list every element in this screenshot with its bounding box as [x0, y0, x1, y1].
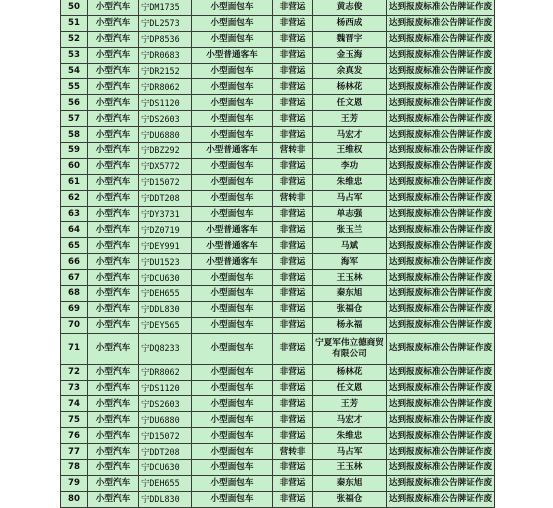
table-row	[61, 63, 495, 79]
row-number-cell: 73	[61, 380, 88, 396]
row-number-cell: 61	[61, 174, 88, 190]
row-number-cell: 52	[61, 31, 88, 47]
owner-name-cell: 单志强	[313, 206, 387, 222]
plate-number-cell: 宁DR0683	[139, 47, 192, 63]
status-note-cell: 达到报废标准公告牌证作废	[387, 206, 495, 222]
plate-type-cell: 小型汽车	[88, 412, 139, 428]
row-number-cell: 53	[61, 47, 88, 63]
usage-nature-cell: 非营运	[273, 317, 313, 333]
table-row	[61, 190, 495, 206]
plate-type-cell: 小型汽车	[88, 364, 139, 380]
row-number-cell: 75	[61, 412, 88, 428]
vehicle-scrap-table	[60, 0, 495, 508]
owner-name-cell: 马占军	[313, 444, 387, 460]
vehicle-model-cell: 小型面包车	[192, 111, 273, 127]
plate-type-cell: 小型汽车	[88, 79, 139, 95]
owner-name-cell: 李功	[313, 158, 387, 174]
usage-nature-cell: 营转非	[273, 190, 313, 206]
vehicle-model-cell: 小型面包车	[192, 174, 273, 190]
vehicle-model-cell: 小型面包车	[192, 396, 273, 412]
plate-number-cell: 宁DM1735	[139, 0, 192, 15]
usage-nature-cell: 非营运	[273, 301, 313, 317]
plate-type-cell: 小型汽车	[88, 206, 139, 222]
plate-number-cell: 宁D15072	[139, 174, 192, 190]
status-note-cell: 达到报废标准公告牌证作废	[387, 222, 495, 238]
status-note-cell: 达到报废标准公告牌证作废	[387, 460, 495, 476]
status-note-cell: 达到报废标准公告牌证作废	[387, 127, 495, 143]
usage-nature-cell: 非营运	[273, 47, 313, 63]
status-note-cell: 达到报废标准公告牌证作废	[387, 190, 495, 206]
plate-number-cell: 宁DCU630	[139, 270, 192, 286]
row-number-cell: 50	[61, 0, 88, 15]
vehicle-model-cell: 小型面包车	[192, 460, 273, 476]
table-row	[61, 364, 495, 380]
row-number-cell: 77	[61, 444, 88, 460]
vehicle-model-cell: 小型普通客车	[192, 143, 273, 159]
owner-name-cell: 张福仓	[313, 491, 387, 507]
vehicle-model-cell: 小型普通客车	[192, 222, 273, 238]
vehicle-model-cell: 小型面包车	[192, 317, 273, 333]
table-row	[61, 286, 495, 302]
plate-type-cell: 小型汽车	[88, 174, 139, 190]
row-number-cell: 64	[61, 222, 88, 238]
row-number-cell: 79	[61, 475, 88, 491]
vehicle-model-cell: 小型面包车	[192, 364, 273, 380]
plate-type-cell: 小型汽车	[88, 270, 139, 286]
plate-type-cell: 小型汽车	[88, 158, 139, 174]
usage-nature-cell: 营转非	[273, 143, 313, 159]
plate-number-cell: 宁DBZ292	[139, 143, 192, 159]
status-note-cell: 达到报废标准公告牌证作废	[387, 444, 495, 460]
plate-number-cell: 宁DR8062	[139, 79, 192, 95]
status-note-cell: 达到报废标准公告牌证作废	[387, 63, 495, 79]
usage-nature-cell: 非营运	[273, 270, 313, 286]
owner-name-cell: 王玉林	[313, 270, 387, 286]
usage-nature-cell: 非营运	[273, 428, 313, 444]
vehicle-model-cell: 小型面包车	[192, 301, 273, 317]
status-note-cell: 达到报废标准公告牌证作废	[387, 317, 495, 333]
plate-number-cell: 宁DS2603	[139, 111, 192, 127]
usage-nature-cell: 非营运	[273, 238, 313, 254]
usage-nature-cell: 非营运	[273, 174, 313, 190]
vehicle-model-cell: 小型面包车	[192, 286, 273, 302]
usage-nature-cell: 非营运	[273, 63, 313, 79]
plate-number-cell: 宁DEY565	[139, 317, 192, 333]
vehicle-model-cell: 小型面包车	[192, 63, 273, 79]
usage-nature-cell: 非营运	[273, 286, 313, 302]
table-row	[61, 47, 495, 63]
status-note-cell: 达到报废标准公告牌证作废	[387, 174, 495, 190]
owner-name-cell: 宁夏军伟立德商贸有限公司	[313, 333, 387, 364]
plate-number-cell: 宁DEH655	[139, 475, 192, 491]
row-number-cell: 55	[61, 79, 88, 95]
status-note-cell: 达到报废标准公告牌证作废	[387, 396, 495, 412]
owner-name-cell: 杨永福	[313, 317, 387, 333]
status-note-cell: 达到报废标准公告牌证作废	[387, 491, 495, 507]
plate-number-cell: 宁DU1523	[139, 254, 192, 270]
row-number-cell: 78	[61, 460, 88, 476]
vehicle-model-cell: 小型面包车	[192, 491, 273, 507]
table-row	[61, 174, 495, 190]
table-row	[61, 15, 495, 31]
plate-number-cell: 宁DCU630	[139, 460, 192, 476]
status-note-cell: 达到报废标准公告牌证作废	[387, 286, 495, 302]
vehicle-model-cell: 小型面包车	[192, 333, 273, 364]
owner-name-cell: 金玉海	[313, 47, 387, 63]
owner-name-cell: 秦东旭	[313, 475, 387, 491]
status-note-cell: 达到报废标准公告牌证作废	[387, 47, 495, 63]
table-row	[61, 428, 495, 444]
plate-number-cell: 宁DQ8233	[139, 333, 192, 364]
plate-number-cell: 宁DY3731	[139, 206, 192, 222]
usage-nature-cell: 非营运	[273, 333, 313, 364]
owner-name-cell: 任文恩	[313, 95, 387, 111]
owner-name-cell: 王玉林	[313, 460, 387, 476]
plate-number-cell: 宁DEY991	[139, 238, 192, 254]
owner-name-cell: 马斌	[313, 238, 387, 254]
table-row	[61, 238, 495, 254]
status-note-cell: 达到报废标准公告牌证作废	[387, 333, 495, 364]
owner-name-cell: 马宏才	[313, 127, 387, 143]
row-number-cell: 60	[61, 158, 88, 174]
vehicle-model-cell: 小型普通客车	[192, 254, 273, 270]
table-row	[61, 0, 495, 15]
table-row	[61, 333, 495, 364]
table-row	[61, 444, 495, 460]
row-number-cell: 57	[61, 111, 88, 127]
usage-nature-cell: 非营运	[273, 412, 313, 428]
status-note-cell: 达到报废标准公告牌证作废	[387, 31, 495, 47]
plate-number-cell: 宁DS1120	[139, 95, 192, 111]
plate-type-cell: 小型汽车	[88, 127, 139, 143]
plate-number-cell: 宁DZ0719	[139, 222, 192, 238]
vehicle-model-cell: 小型面包车	[192, 158, 273, 174]
table-row	[61, 475, 495, 491]
status-note-cell: 达到报废标准公告牌证作废	[387, 380, 495, 396]
table-row	[61, 95, 495, 111]
row-number-cell: 76	[61, 428, 88, 444]
vehicle-model-cell: 小型面包车	[192, 444, 273, 460]
plate-type-cell: 小型汽车	[88, 95, 139, 111]
owner-name-cell: 海军	[313, 254, 387, 270]
row-number-cell: 58	[61, 127, 88, 143]
plate-number-cell: 宁DDL830	[139, 301, 192, 317]
vehicle-model-cell: 小型面包车	[192, 428, 273, 444]
table-row	[61, 317, 495, 333]
status-note-cell: 达到报废标准公告牌证作废	[387, 428, 495, 444]
plate-number-cell: 宁DDT208	[139, 190, 192, 206]
table-row	[61, 31, 495, 47]
owner-name-cell: 王芳	[313, 396, 387, 412]
table-row	[61, 127, 495, 143]
usage-nature-cell: 非营运	[273, 206, 313, 222]
vehicle-model-cell: 小型面包车	[192, 95, 273, 111]
plate-number-cell: 宁DR2152	[139, 63, 192, 79]
vehicle-model-cell: 小型普通客车	[192, 238, 273, 254]
status-note-cell: 达到报废标准公告牌证作废	[387, 158, 495, 174]
row-number-cell: 54	[61, 63, 88, 79]
usage-nature-cell: 非营运	[273, 0, 313, 15]
usage-nature-cell: 非营运	[273, 491, 313, 507]
owner-name-cell: 马占军	[313, 190, 387, 206]
table-row	[61, 222, 495, 238]
plate-type-cell: 小型汽车	[88, 301, 139, 317]
table-row	[61, 158, 495, 174]
vehicle-model-cell: 小型面包车	[192, 15, 273, 31]
table-row	[61, 460, 495, 476]
plate-type-cell: 小型汽车	[88, 63, 139, 79]
row-number-cell: 80	[61, 491, 88, 507]
status-note-cell: 达到报废标准公告牌证作废	[387, 364, 495, 380]
status-note-cell: 达到报废标准公告牌证作废	[387, 79, 495, 95]
plate-type-cell: 小型汽车	[88, 0, 139, 15]
usage-nature-cell: 非营运	[273, 111, 313, 127]
vehicle-model-cell: 小型面包车	[192, 79, 273, 95]
plate-type-cell: 小型汽车	[88, 317, 139, 333]
usage-nature-cell: 非营运	[273, 396, 313, 412]
plate-type-cell: 小型汽车	[88, 396, 139, 412]
usage-nature-cell: 非营运	[273, 79, 313, 95]
row-number-cell: 56	[61, 95, 88, 111]
status-note-cell: 达到报废标准公告牌证作废	[387, 270, 495, 286]
status-note-cell: 达到报废标准公告牌证作废	[387, 111, 495, 127]
vehicle-model-cell: 小型面包车	[192, 475, 273, 491]
owner-name-cell: 杨林花	[313, 79, 387, 95]
plate-type-cell: 小型汽车	[88, 143, 139, 159]
owner-name-cell: 王芳	[313, 111, 387, 127]
vehicle-model-cell: 小型面包车	[192, 190, 273, 206]
owner-name-cell: 杨林花	[313, 364, 387, 380]
status-note-cell: 达到报废标准公告牌证作废	[387, 412, 495, 428]
vehicle-model-cell: 小型面包车	[192, 412, 273, 428]
plate-type-cell: 小型汽车	[88, 333, 139, 364]
table-row	[61, 396, 495, 412]
vehicle-model-cell: 小型普通客车	[192, 47, 273, 63]
status-note-cell: 达到报废标准公告牌证作废	[387, 301, 495, 317]
status-note-cell: 达到报废标准公告牌证作废	[387, 475, 495, 491]
usage-nature-cell: 非营运	[273, 31, 313, 47]
table-row	[61, 206, 495, 222]
plate-type-cell: 小型汽车	[88, 238, 139, 254]
plate-type-cell: 小型汽车	[88, 31, 139, 47]
status-note-cell: 达到报废标准公告牌证作废	[387, 95, 495, 111]
plate-number-cell: 宁DP8536	[139, 31, 192, 47]
plate-type-cell: 小型汽车	[88, 475, 139, 491]
table-row	[61, 380, 495, 396]
row-number-cell: 69	[61, 301, 88, 317]
row-number-cell: 72	[61, 364, 88, 380]
vehicle-model-cell: 小型面包车	[192, 127, 273, 143]
usage-nature-cell: 非营运	[273, 127, 313, 143]
usage-nature-cell: 非营运	[273, 222, 313, 238]
status-note-cell: 达到报废标准公告牌证作废	[387, 15, 495, 31]
owner-name-cell: 杨西成	[313, 15, 387, 31]
usage-nature-cell: 非营运	[273, 364, 313, 380]
owner-name-cell: 秦东旭	[313, 286, 387, 302]
row-number-cell: 67	[61, 270, 88, 286]
plate-number-cell: 宁DEH655	[139, 286, 192, 302]
owner-name-cell: 朱维忠	[313, 428, 387, 444]
usage-nature-cell: 非营运	[273, 158, 313, 174]
row-number-cell: 65	[61, 238, 88, 254]
plate-type-cell: 小型汽车	[88, 47, 139, 63]
status-note-cell: 达到报废标准公告牌证作废	[387, 143, 495, 159]
plate-type-cell: 小型汽车	[88, 491, 139, 507]
table-row	[61, 412, 495, 428]
plate-type-cell: 小型汽车	[88, 286, 139, 302]
plate-type-cell: 小型汽车	[88, 15, 139, 31]
owner-name-cell: 朱维忠	[313, 174, 387, 190]
table-row	[61, 491, 495, 507]
plate-type-cell: 小型汽车	[88, 190, 139, 206]
row-number-cell: 66	[61, 254, 88, 270]
plate-number-cell: 宁DDL830	[139, 491, 192, 507]
usage-nature-cell: 非营运	[273, 460, 313, 476]
owner-name-cell: 张福仓	[313, 301, 387, 317]
usage-nature-cell: 营转非	[273, 444, 313, 460]
plate-number-cell: 宁DDT208	[139, 444, 192, 460]
usage-nature-cell: 非营运	[273, 254, 313, 270]
usage-nature-cell: 非营运	[273, 475, 313, 491]
plate-number-cell: 宁DU6880	[139, 412, 192, 428]
vehicle-model-cell: 小型面包车	[192, 206, 273, 222]
plate-type-cell: 小型汽车	[88, 222, 139, 238]
owner-name-cell: 黄志俊	[313, 0, 387, 15]
status-note-cell: 达到报废标准公告牌证作废	[387, 254, 495, 270]
table-row	[61, 143, 495, 159]
owner-name-cell: 任文恩	[313, 380, 387, 396]
row-number-cell: 62	[61, 190, 88, 206]
plate-type-cell: 小型汽车	[88, 444, 139, 460]
row-number-cell: 70	[61, 317, 88, 333]
usage-nature-cell: 非营运	[273, 380, 313, 396]
owner-name-cell: 张玉兰	[313, 222, 387, 238]
plate-number-cell: 宁DS2603	[139, 396, 192, 412]
plate-number-cell: 宁DU6880	[139, 127, 192, 143]
row-number-cell: 74	[61, 396, 88, 412]
row-number-cell: 63	[61, 206, 88, 222]
usage-nature-cell: 非营运	[273, 95, 313, 111]
vehicle-model-cell: 小型面包车	[192, 0, 273, 15]
status-note-cell: 达到报废标准公告牌证作废	[387, 238, 495, 254]
row-number-cell: 59	[61, 143, 88, 159]
plate-type-cell: 小型汽车	[88, 111, 139, 127]
plate-type-cell: 小型汽车	[88, 460, 139, 476]
owner-name-cell: 马宏才	[313, 412, 387, 428]
table-row	[61, 254, 495, 270]
table-row	[61, 270, 495, 286]
plate-number-cell: 宁DR8062	[139, 364, 192, 380]
plate-type-cell: 小型汽车	[88, 254, 139, 270]
owner-name-cell: 余真发	[313, 63, 387, 79]
table-row	[61, 111, 495, 127]
vehicle-model-cell: 小型面包车	[192, 380, 273, 396]
plate-number-cell: 宁DX5772	[139, 158, 192, 174]
plate-number-cell: 宁DS1120	[139, 380, 192, 396]
row-number-cell: 51	[61, 15, 88, 31]
vehicle-model-cell: 小型面包车	[192, 31, 273, 47]
row-number-cell: 71	[61, 333, 88, 364]
row-number-cell: 68	[61, 286, 88, 302]
owner-name-cell: 魏晋宇	[313, 31, 387, 47]
plate-number-cell: 宁D15072	[139, 428, 192, 444]
owner-name-cell: 王维权	[313, 143, 387, 159]
table-body	[61, 0, 495, 507]
table-row	[61, 301, 495, 317]
plate-type-cell: 小型汽车	[88, 380, 139, 396]
plate-type-cell: 小型汽车	[88, 428, 139, 444]
table-row	[61, 79, 495, 95]
plate-number-cell: 宁DL2573	[139, 15, 192, 31]
vehicle-model-cell: 小型面包车	[192, 270, 273, 286]
usage-nature-cell: 非营运	[273, 15, 313, 31]
status-note-cell: 达到报废标准公告牌证作废	[387, 0, 495, 15]
